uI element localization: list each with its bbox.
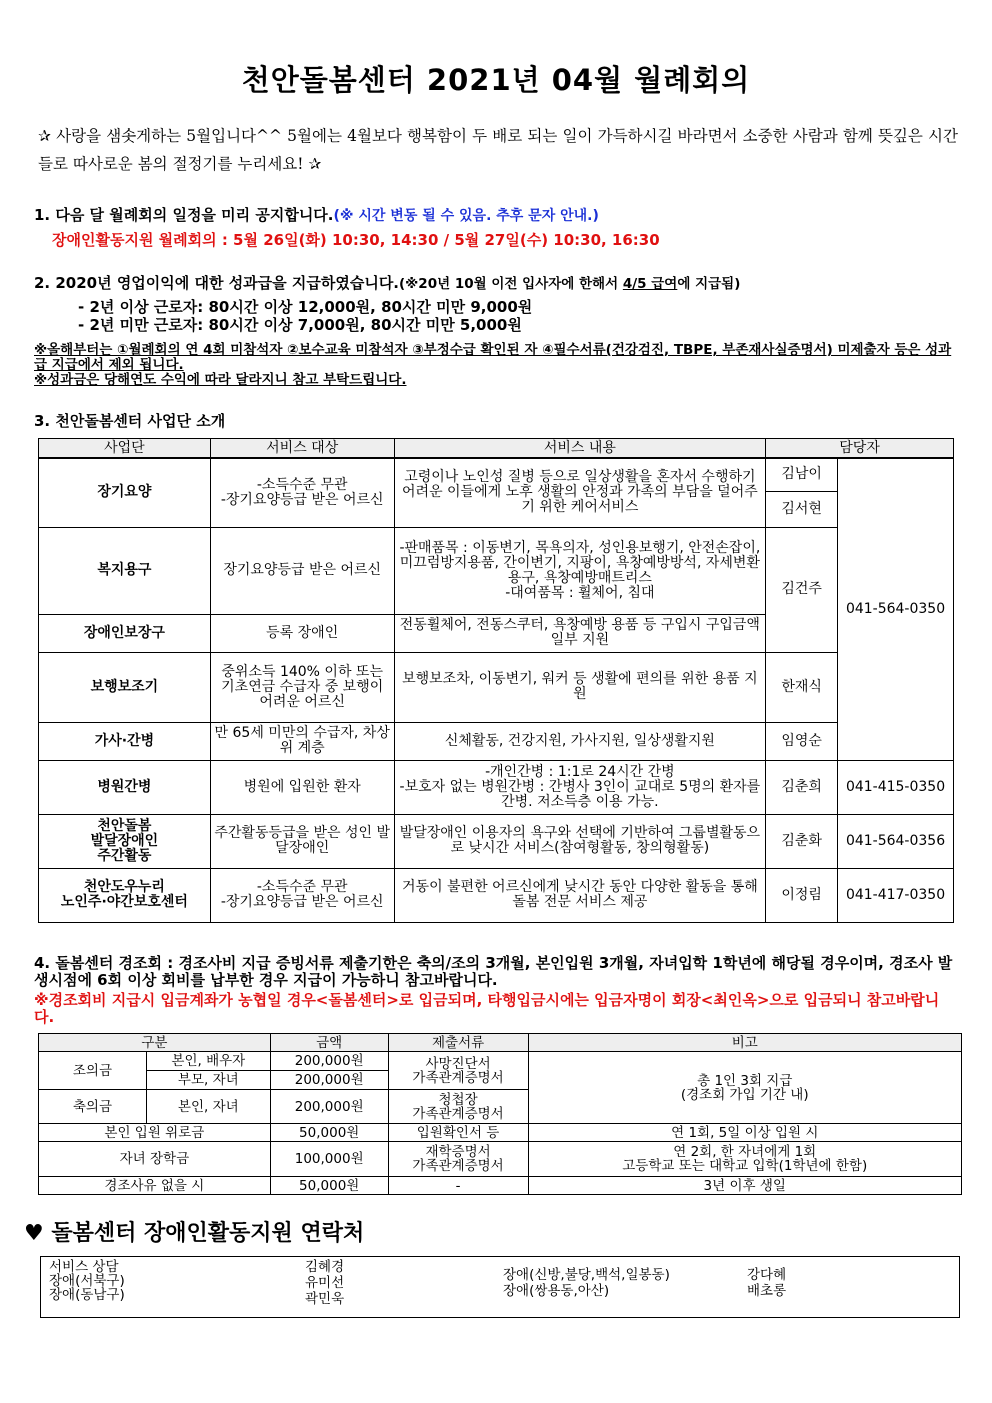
unit-phone: 041-564-0356 bbox=[838, 814, 954, 868]
table-row bbox=[39, 1052, 962, 1071]
unit-staff: 김건주 bbox=[766, 527, 838, 652]
section2-heading bbox=[34, 272, 740, 293]
table-row bbox=[39, 722, 954, 760]
unit-staff: 김춘희 bbox=[766, 760, 838, 814]
fund-docs: 사망진단서 가족관계증명서 bbox=[388, 1052, 528, 1090]
unit-name: 천안도우누리 노인주·야간보호센터 bbox=[39, 868, 211, 922]
unit-name: 장기요양 bbox=[39, 458, 211, 527]
fund-type: 축의금 bbox=[39, 1090, 147, 1124]
fund-type: 조의금 bbox=[39, 1052, 147, 1090]
fund-amount: 200,000원 bbox=[270, 1052, 388, 1071]
table-row bbox=[39, 760, 954, 814]
shared-phone: 041-564-0350 bbox=[838, 458, 954, 760]
section2-note-a: (※20년 10월 이전 입사자에 한해서 bbox=[399, 276, 623, 292]
section1-note: (※ 시간 변동 될 수 있음. 추후 문자 안내.) bbox=[333, 208, 599, 224]
unit-target: 주간활동등급을 받은 성인 발달장애인 bbox=[210, 814, 394, 868]
unit-content: 고령이나 노인성 질병 등으로 일상생활을 혼자서 수행하기 어려운 이들에게 노후 생활의 안정과 가족의 부담을 덜어주기 위한 케어서비스 bbox=[394, 458, 766, 527]
unit-content: 전동휠체어, 전동스쿠터, 욕창예방 용품 등 구입시 구입금액 일부 지원 bbox=[394, 614, 766, 652]
col-header: 담당자 bbox=[766, 439, 954, 459]
col-header: 서비스 내용 bbox=[394, 439, 766, 459]
table-row bbox=[39, 527, 954, 614]
section1-title: 1. 다음 달 월례회의 일정을 미리 공지합니다. bbox=[34, 206, 334, 224]
contact-name: 김혜경 bbox=[305, 1259, 345, 1275]
fund-subtype: 부모, 자녀 bbox=[146, 1071, 270, 1090]
col-header: 구분 bbox=[39, 1034, 271, 1052]
unit-name: 복지용구 bbox=[39, 527, 211, 614]
fund-subtype: 본인, 배우자 bbox=[146, 1052, 270, 1071]
col-header: 제출서류 bbox=[388, 1034, 528, 1052]
fund-docs: 재학증명서 가족관계증명서 bbox=[388, 1142, 528, 1177]
fund-note: 연 1회, 5일 이상 입원 시 bbox=[528, 1124, 962, 1142]
fund-note: 3년 이후 생일 bbox=[528, 1177, 962, 1195]
contact-label: 장애(서북구) bbox=[49, 1273, 125, 1289]
fund-type: 경조사유 없을 시 bbox=[39, 1177, 271, 1195]
col-header: 금액 bbox=[270, 1034, 388, 1052]
unit-name: 천안돌봄 발달장애인 주간활동 bbox=[39, 814, 211, 868]
unit-target: 만 65세 미만의 수급자, 차상위 계층 bbox=[210, 722, 394, 760]
unit-staff: 임영순 bbox=[766, 722, 838, 760]
table-header-row bbox=[39, 1034, 962, 1052]
fund-table bbox=[38, 1033, 962, 1195]
table-row bbox=[39, 1177, 962, 1195]
bonus-notice-2: ※성과금은 당해연도 수익에 따라 달라지니 참고 부탁드립니다. bbox=[34, 372, 407, 388]
business-table bbox=[38, 438, 954, 923]
table-header-row bbox=[39, 439, 954, 459]
table-row bbox=[39, 1124, 962, 1142]
unit-target: -소득수준 무관 -장기요양등급 받은 어르신 bbox=[210, 868, 394, 922]
bonus-notice-1: ※올해부터는 ①월례회의 연 4회 미참석자 ②보수교육 미참석자 ③부정수급 확인된 자 ④필수서류(건강검진, TBPE, 부존재사실증명서) 미제출자 등은 성과급 지급에서 제외 됩니다. bbox=[34, 342, 952, 373]
fund-note: 총 1인 3회 지급 (경조회 가입 기간 내) bbox=[528, 1052, 962, 1124]
unit-target: 장기요양등급 받은 어르신 bbox=[210, 527, 394, 614]
fund-amount: 200,000원 bbox=[270, 1090, 388, 1124]
table-row bbox=[39, 1142, 962, 1177]
contact-name: 강다혜 bbox=[747, 1267, 787, 1283]
fund-amount: 50,000원 bbox=[270, 1124, 388, 1142]
fund-note: 연 2회, 한 자녀에게 1회 고등학교 또는 대학교 입학(1학년에 한함) bbox=[528, 1142, 962, 1177]
unit-content: 발달장애인 이용자의 욕구와 선택에 기반하여 그룹별활동으로 낮시간 서비스(참여형활동, 창의형활동) bbox=[394, 814, 766, 868]
contacts-box bbox=[40, 1256, 960, 1318]
unit-name: 병원간병 bbox=[39, 760, 211, 814]
unit-content: -개인간병 : 1:1로 24시간 간병 -보호자 없는 병원간병 : 간병사 3인이 교대로 5명의 환자를 간병. 저소득층 이용 가능. bbox=[394, 760, 766, 814]
unit-staff: 한재식 bbox=[766, 652, 838, 722]
unit-staff: 김춘화 bbox=[766, 814, 838, 868]
table-row bbox=[39, 458, 954, 491]
unit-content: 거동이 불편한 어르신에게 낮시간 동안 다양한 활동을 통해 돌봄 전문 서비스 제공 bbox=[394, 868, 766, 922]
bonus-notice bbox=[34, 343, 958, 388]
section1-heading bbox=[34, 204, 599, 225]
col-header: 비고 bbox=[528, 1034, 962, 1052]
page-title: 천안돌봄센터 2021년 04월 월례회의 bbox=[241, 63, 751, 97]
meeting-schedule: 장애인활동지원 월례회의 : 5월 26일(화) 10:30, 14:30 / 5월 27일(수) 10:30, 16:30 bbox=[52, 231, 660, 249]
contact-name: 곽민욱 bbox=[305, 1291, 345, 1307]
contact-name: 유미선 bbox=[305, 1275, 345, 1291]
section2-title: 2. 2020년 영업이익에 대한 성과급을 지급하였습니다. bbox=[34, 274, 400, 292]
unit-content: 신체활동, 건강지원, 가사지원, 일상생활지원 bbox=[394, 722, 766, 760]
unit-staff: 김남이 bbox=[766, 458, 838, 491]
fund-amount: 100,000원 bbox=[270, 1142, 388, 1177]
contact-label: 서비스 상담 bbox=[49, 1259, 119, 1275]
bonus-line-2: - 2년 미만 근로자: 80시간 이상 7,000원, 80시간 미만 5,000원 bbox=[78, 316, 522, 334]
section3-heading: 3. 천안돌봄센터 사업단 소개 bbox=[34, 412, 226, 430]
contact-name: 배초롱 bbox=[747, 1283, 787, 1299]
unit-phone: 041-415-0350 bbox=[838, 760, 954, 814]
unit-staff: 김서현 bbox=[766, 491, 838, 527]
section2-note-underline: 4/5 급여 bbox=[622, 276, 678, 292]
table-row bbox=[39, 652, 954, 722]
section4-heading: 4. 돌봄센터 경조회 : 경조사비 지급 증빙서류 제출기한은 축의/조의 3개월, 본인입원 3개월, 자녀입학 1학년에 해당될 경우이며, 경조사 발생시점에 6회 이상 회비를 납부한 경우 지급이 가능하니 참고바랍니다. bbox=[34, 954, 953, 989]
unit-name: 가사·간병 bbox=[39, 722, 211, 760]
col-header: 서비스 대상 bbox=[210, 439, 394, 459]
unit-content: 보행보조차, 이동변기, 워커 등 생활에 편의를 위한 용품 지원 bbox=[394, 652, 766, 722]
unit-name: 보행보조기 bbox=[39, 652, 211, 722]
unit-target: 등록 장애인 bbox=[210, 614, 394, 652]
contact-label: 장애(쌍용동,아산) bbox=[503, 1283, 610, 1299]
unit-target: 중위소득 140% 이하 또는 기초연금 수급자 중 보행이 어려운 어르신 bbox=[210, 652, 394, 722]
intro-message: ✰ 사랑을 샘솟게하는 5월입니다^^ 5월에는 4월보다 행복함이 두 배로 되는 일이 가득하시길 바라면서 소중한 사람과 함께 뜻깊은 시간들로 따사로운 봄의 절정기를 누리세요! ✰ bbox=[38, 127, 958, 173]
contact-label: 장애(동남구) bbox=[49, 1287, 125, 1303]
col-header: 사업단 bbox=[39, 439, 211, 459]
fund-docs: 청첩장 가족관계증명서 bbox=[388, 1090, 528, 1124]
fund-amount: 50,000원 bbox=[270, 1177, 388, 1195]
unit-staff: 이정림 bbox=[766, 868, 838, 922]
unit-name: 장애인보장구 bbox=[39, 614, 211, 652]
unit-phone: 041-417-0350 bbox=[838, 868, 954, 922]
fund-docs: 입원확인서 등 bbox=[388, 1124, 528, 1142]
table-row bbox=[39, 868, 954, 922]
table-row bbox=[39, 814, 954, 868]
fund-amount: 200,000원 bbox=[270, 1071, 388, 1090]
section4-notice: ※경조회비 지급시 입금계좌가 농협일 경우<돌봄센터>로 입금되며, 타행입금시에는 입금자명이 회장<최인옥>으로 입금되니 참고바랍니다. bbox=[34, 991, 940, 1026]
contact-label: 장애(신방,불당,백석,일봉동) bbox=[503, 1267, 670, 1283]
unit-target: -소득수준 무관 -장기요양등급 받은 어르신 bbox=[210, 458, 394, 527]
contacts-heading: ♥ 돌봄센터 장애인활동지원 연락처 bbox=[24, 1221, 365, 1246]
fund-subtype: 본인, 자녀 bbox=[146, 1090, 270, 1124]
section2-note-b: 에 지급됨) bbox=[677, 276, 741, 292]
unit-content: -판매품목 : 이동변기, 목욕의자, 성인용보행기, 안전손잡이, 미끄럼방지용품, 간이변기, 지팡이, 욕창예방방석, 자세변환용구, 욕창예방매트리스 -대여품목 : 휠체어, 침대 bbox=[394, 527, 766, 614]
bonus-line-1: - 2년 이상 근로자: 80시간 이상 12,000원, 80시간 미만 9,000원 bbox=[78, 298, 533, 316]
fund-docs: - bbox=[388, 1177, 528, 1195]
fund-type: 자녀 장학금 bbox=[39, 1142, 271, 1177]
unit-target: 병원에 입원한 환자 bbox=[210, 760, 394, 814]
fund-type: 본인 입원 위로금 bbox=[39, 1124, 271, 1142]
